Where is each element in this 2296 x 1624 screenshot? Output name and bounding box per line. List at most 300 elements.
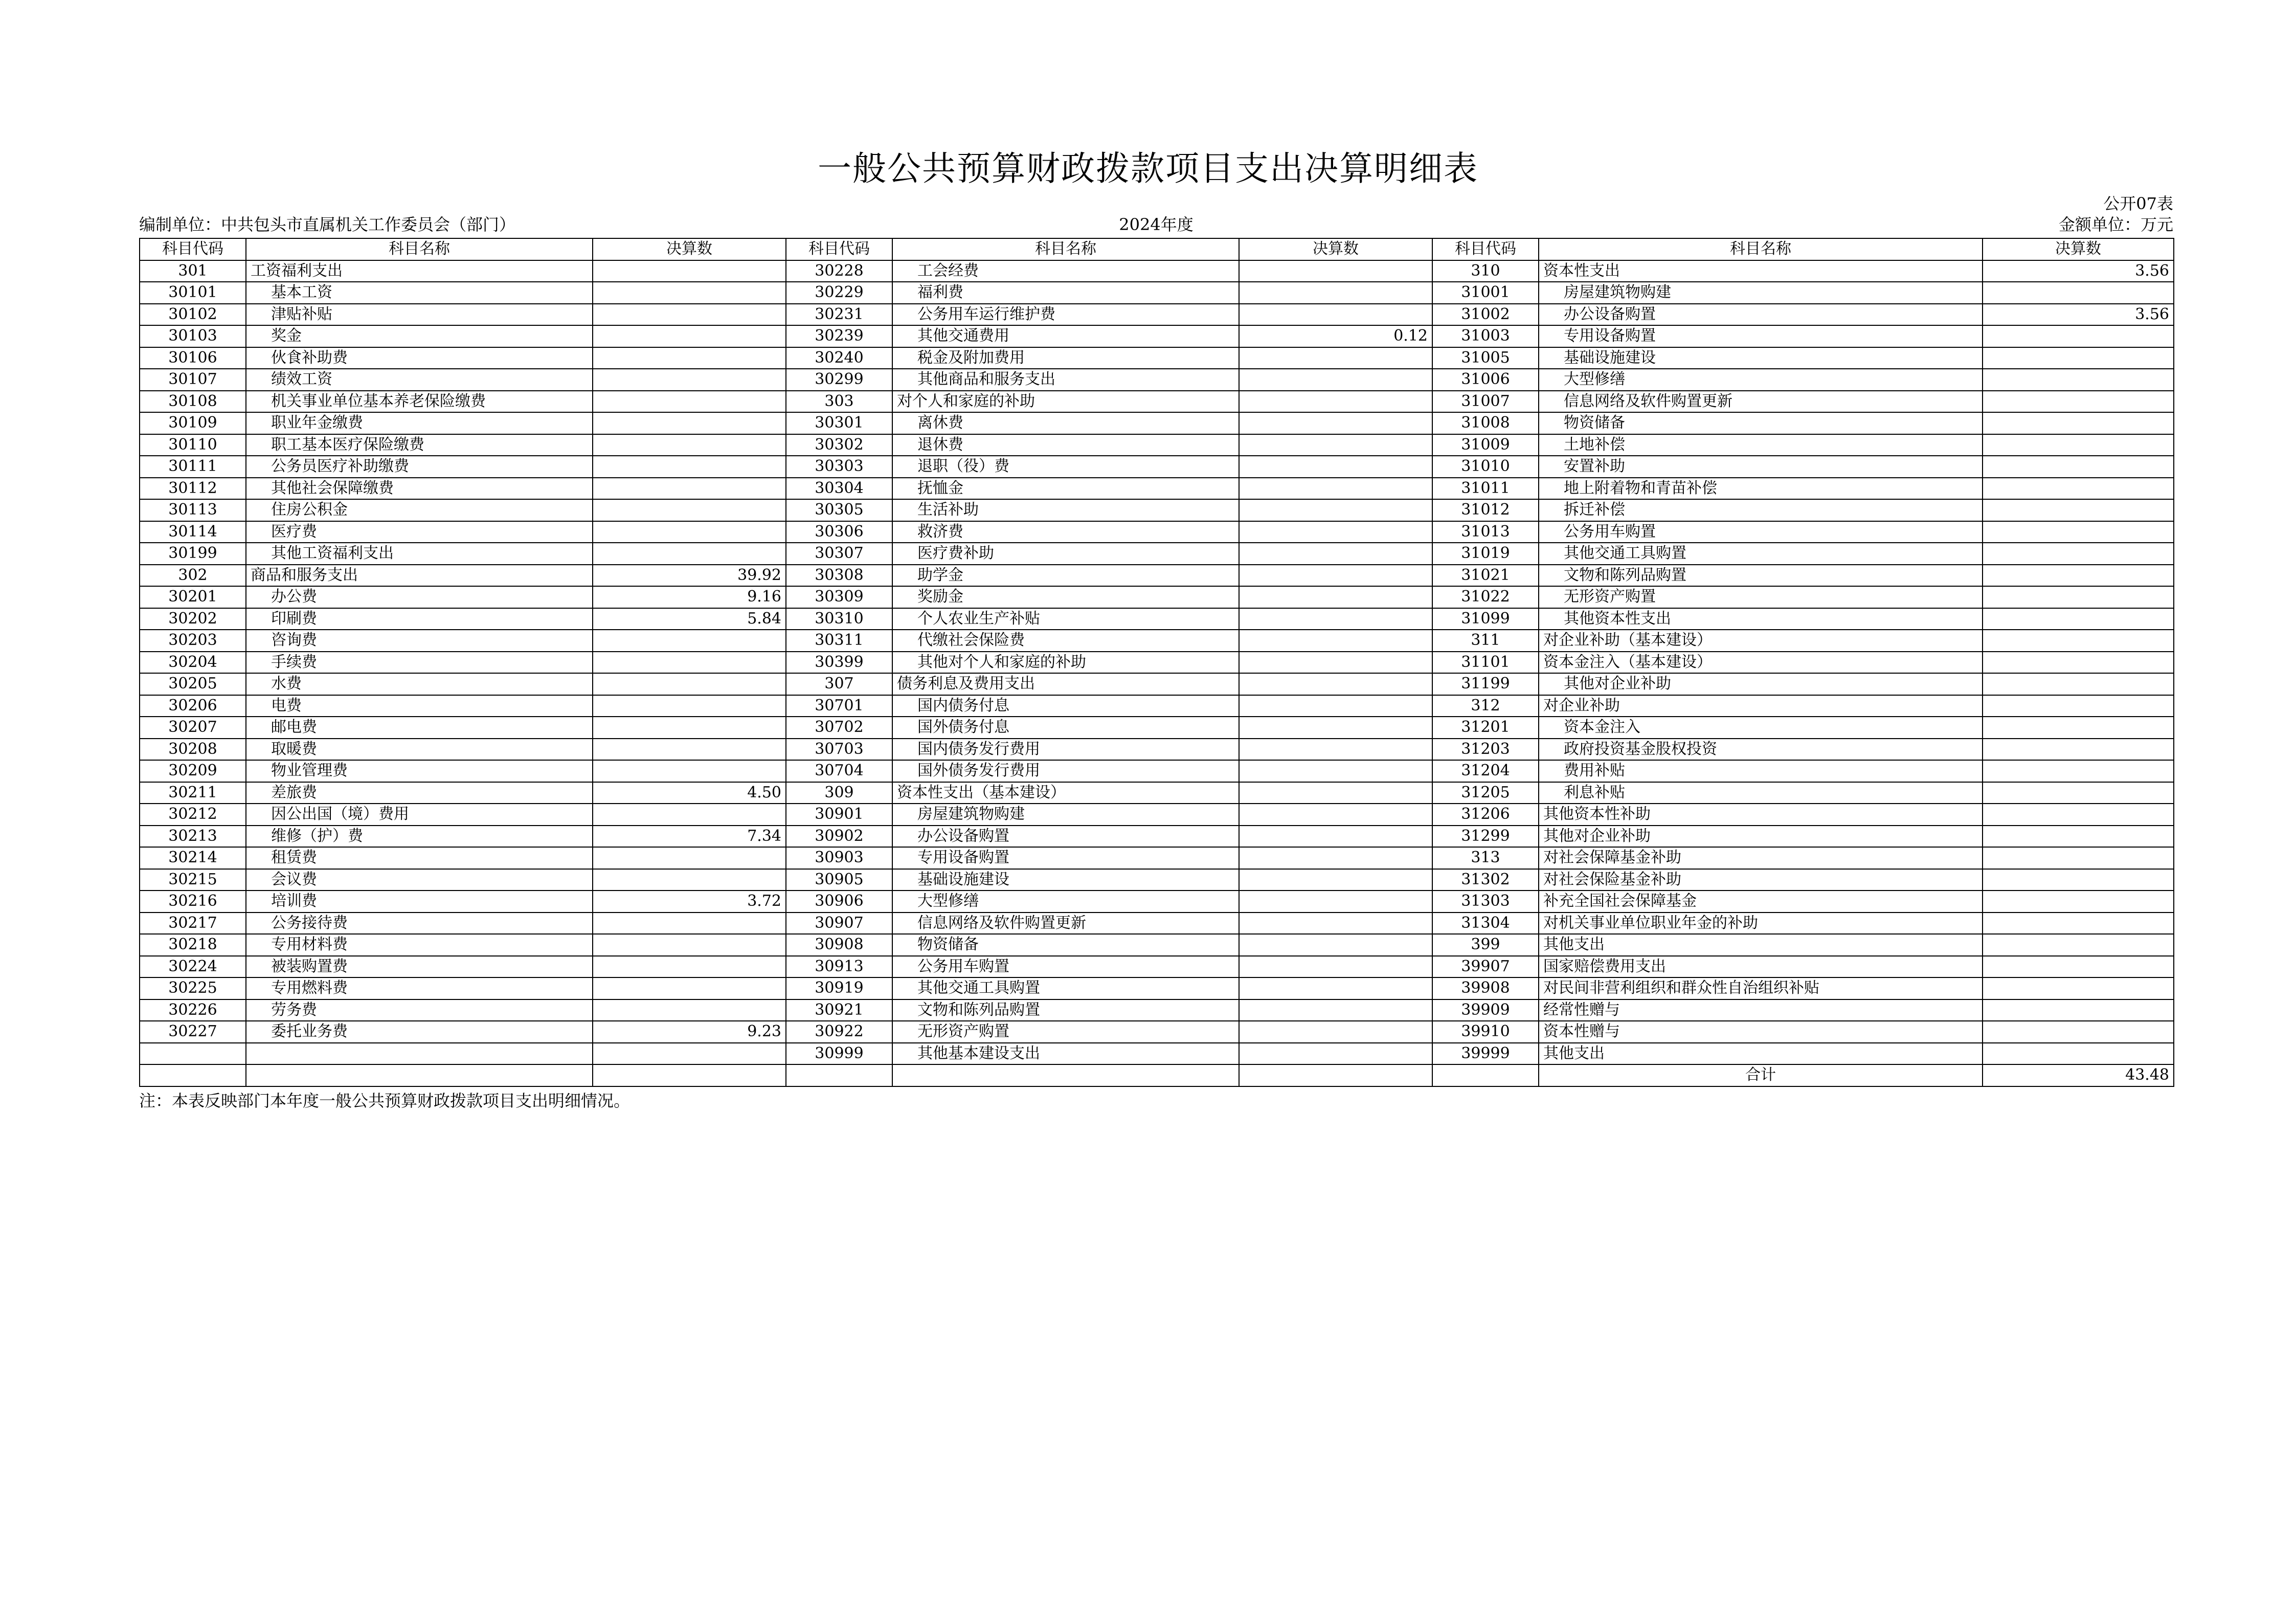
final-amount [1239,782,1432,804]
subject-name: 被装购置费 [246,956,593,978]
total-spacer [140,1064,246,1086]
final-amount [1983,521,2174,543]
subject-name: 租赁费 [246,847,593,869]
subject-name: 其他对个人和家庭的补助 [892,652,1239,674]
subject-name: 资本金注入（基本建设） [1539,652,1983,674]
subject-code: 31005 [1432,347,1539,369]
subject-code: 30114 [140,521,246,543]
subject-name: 国内债务发行费用 [892,739,1239,761]
subject-code: 30307 [786,543,892,565]
subject-name: 商品和服务支出 [246,565,593,587]
subject-code: 312 [1432,695,1539,717]
subject-name: 委托业务费 [246,1021,593,1043]
subject-name: 基础设施建设 [1539,347,1983,369]
final-amount [593,260,786,282]
subject-code: 31019 [1432,543,1539,565]
subject-name: 物资储备 [892,934,1239,956]
subject-code: 30303 [786,456,892,478]
subject-name: 对民间非营利组织和群众性自治组织补贴 [1539,977,1983,999]
final-amount [593,804,786,826]
final-amount: 4.50 [593,782,786,804]
subject-code: 30206 [140,695,246,717]
final-amount [593,434,786,456]
subject-name: 无形资产购置 [892,1021,1239,1043]
subject-code: 31013 [1432,521,1539,543]
final-amount [593,369,786,391]
final-amount [1239,869,1432,891]
subject-name: 生活补助 [892,499,1239,521]
subject-code: 311 [1432,630,1539,652]
final-amount [1983,347,2174,369]
subject-name: 拆迁补偿 [1539,499,1983,521]
subject-name: 其他交通工具购置 [1539,543,1983,565]
subject-code: 30213 [140,826,246,848]
subject-code: 30108 [140,391,246,413]
subject-code: 31003 [1432,325,1539,347]
total-row [140,1064,2174,1086]
final-amount [1239,673,1432,695]
subject-name: 医疗费 [246,521,593,543]
subject-name: 邮电费 [246,717,593,739]
subject-code: 313 [1432,847,1539,869]
subject-code: 31199 [1432,673,1539,695]
subject-name: 其他资本性补助 [1539,804,1983,826]
subject-code: 30224 [140,956,246,978]
subject-code: 30921 [786,999,892,1021]
subject-code: 307 [786,673,892,695]
subject-code: 30905 [786,869,892,891]
table-row [140,956,2174,978]
total-spacer [1239,1064,1432,1086]
subject-code: 30212 [140,804,246,826]
subject-code: 30240 [786,347,892,369]
table-row [140,847,2174,869]
subject-name: 其他工资福利支出 [246,543,593,565]
subject-code: 30703 [786,739,892,761]
final-amount [1239,956,1432,978]
subject-name: 代缴社会保险费 [892,630,1239,652]
subject-name: 机关事业单位基本养老保险缴费 [246,391,593,413]
reporting-unit: 编制单位：中共包头市直属机关工作委员会（部门） [139,215,516,234]
subject-name: 差旅费 [246,782,593,804]
fiscal-year: 2024年度 [1119,215,1194,234]
table-row [140,977,2174,999]
subject-code: 31010 [1432,456,1539,478]
subject-code: 30308 [786,565,892,587]
subject-name: 安置补助 [1539,456,1983,478]
subject-name: 无形资产购置 [1539,586,1983,608]
subject-code: 30211 [140,782,246,804]
final-amount: 5.84 [593,608,786,630]
form-number: 公开07表 [2103,194,2173,213]
final-amount [1983,760,2174,782]
subject-name: 基础设施建设 [892,869,1239,891]
total-spacer [892,1064,1239,1086]
expenditure-table [139,238,2174,1087]
subject-name: 绩效工资 [246,369,593,391]
table-row [140,891,2174,913]
subject-name: 公务接待费 [246,913,593,935]
subject-code: 30102 [140,304,246,326]
final-amount [593,652,786,674]
subject-name: 办公设备购置 [1539,304,1983,326]
table-row [140,412,2174,434]
final-amount: 9.23 [593,1021,786,1043]
subject-name: 伙食补助费 [246,347,593,369]
final-amount: 3.56 [1983,260,2174,282]
subject-name: 奖励金 [892,586,1239,608]
final-amount [1983,934,2174,956]
money-unit: 金额单位：万元 [2058,215,2173,234]
subject-code: 31011 [1432,478,1539,500]
subject-code: 30113 [140,499,246,521]
subject-code: 31099 [1432,608,1539,630]
subject-name: 其他社会保障缴费 [246,478,593,500]
subject-code: 30208 [140,739,246,761]
subject-code: 30214 [140,847,246,869]
subject-code: 30207 [140,717,246,739]
header-amount: 决算数 [1239,238,1432,260]
subject-code: 309 [786,782,892,804]
final-amount [1983,369,2174,391]
table-row [140,456,2174,478]
subject-name: 文物和陈列品购置 [1539,565,1983,587]
final-amount [1983,543,2174,565]
subject-code: 30106 [140,347,246,369]
final-amount [1983,956,2174,978]
final-amount [1239,977,1432,999]
subject-code: 30199 [140,543,246,565]
header-code: 科目代码 [1432,238,1539,260]
subject-code: 31304 [1432,913,1539,935]
subject-code: 31007 [1432,391,1539,413]
header-name: 科目名称 [892,238,1239,260]
final-amount [1983,826,2174,848]
subject-name: 地上附着物和青苗补偿 [1539,478,1983,500]
final-amount [1983,456,2174,478]
subject-code: 30906 [786,891,892,913]
subject-code: 39909 [1432,999,1539,1021]
table-row [140,565,2174,587]
subject-name: 房屋建筑物购建 [1539,282,1983,304]
final-amount [1239,1043,1432,1065]
subject-code: 310 [1432,260,1539,282]
subject-name: 福利费 [892,282,1239,304]
subject-name: 土地补偿 [1539,434,1983,456]
total-spacer [1432,1064,1539,1086]
total-label: 合计 [1539,1064,1983,1086]
final-amount [593,673,786,695]
table-row [140,521,2174,543]
subject-name: 印刷费 [246,608,593,630]
subject-name: 对机关事业单位职业年金的补助 [1539,913,1983,935]
final-amount [593,521,786,543]
final-amount [1239,913,1432,935]
final-amount [1239,804,1432,826]
subject-name: 专用燃料费 [246,977,593,999]
subject-name: 对社会保险基金补助 [1539,869,1983,891]
total-spacer [593,1064,786,1086]
subject-code: 30227 [140,1021,246,1043]
table-row [140,369,2174,391]
subject-name: 对企业补助 [1539,695,1983,717]
final-amount [1983,1021,2174,1043]
table-row [140,347,2174,369]
final-amount [1983,652,2174,674]
subject-code: 30202 [140,608,246,630]
final-amount [1239,499,1432,521]
final-amount [1239,456,1432,478]
table-row [140,434,2174,456]
subject-code: 31101 [1432,652,1539,674]
subject-name: 基本工资 [246,282,593,304]
subject-name: 大型修缮 [892,891,1239,913]
subject-code: 30216 [140,891,246,913]
subject-code: 30901 [786,804,892,826]
final-amount [593,847,786,869]
subject-name: 退职（役）费 [892,456,1239,478]
table-row [140,1021,2174,1043]
subject-name: 资本性赠与 [1539,1021,1983,1043]
subject-name: 大型修缮 [1539,369,1983,391]
final-amount [593,499,786,521]
subject-code: 31203 [1432,739,1539,761]
subject-code: 31302 [1432,869,1539,891]
subject-name: 其他商品和服务支出 [892,369,1239,391]
table-row [140,673,2174,695]
subject-name: 办公设备购置 [892,826,1239,848]
final-amount [1239,347,1432,369]
subject-code: 30204 [140,652,246,674]
final-amount [593,695,786,717]
final-amount [593,977,786,999]
final-amount [1239,478,1432,500]
final-amount: 0.12 [1239,325,1432,347]
final-amount [1983,630,2174,652]
subject-code: 31204 [1432,760,1539,782]
subject-code: 30228 [786,260,892,282]
table-row [140,717,2174,739]
subject-code: 30226 [140,999,246,1021]
final-amount [1239,369,1432,391]
subject-name: 离休费 [892,412,1239,434]
subject-name: 专用设备购置 [1539,325,1983,347]
header-name: 科目名称 [1539,238,1983,260]
final-amount [593,304,786,326]
subject-name: 咨询费 [246,630,593,652]
table-row [140,543,2174,565]
subject-name: 办公费 [246,586,593,608]
subject-code: 30217 [140,913,246,935]
subject-name: 资本性支出 [1539,260,1983,282]
subject-name: 税金及附加费用 [892,347,1239,369]
final-amount [1239,412,1432,434]
total-spacer [786,1064,892,1086]
final-amount [1983,847,2174,869]
subject-name: 房屋建筑物购建 [892,804,1239,826]
header-amount: 决算数 [593,238,786,260]
final-amount [593,717,786,739]
subject-name: 奖金 [246,325,593,347]
subject-code: 39907 [1432,956,1539,978]
subject-code: 30704 [786,760,892,782]
subject-name: 国外债务付息 [892,717,1239,739]
table-row [140,260,2174,282]
subject-name: 培训费 [246,891,593,913]
table-row [140,913,2174,935]
table-row [140,304,2174,326]
subject-code: 30201 [140,586,246,608]
subject-name: 医疗费补助 [892,543,1239,565]
subject-name: 其他基本建设支出 [892,1043,1239,1065]
final-amount [1239,826,1432,848]
subject-code: 30999 [786,1043,892,1065]
subject-name: 国内债务付息 [892,695,1239,717]
subject-code: 30107 [140,369,246,391]
subject-name: 经常性赠与 [1539,999,1983,1021]
subject-name: 因公出国（境）费用 [246,804,593,826]
subject-code: 30305 [786,499,892,521]
footnote: 注：本表反映部门本年度一般公共预算财政拨款项目支出明细情况。 [139,1091,631,1110]
final-amount [1983,782,2174,804]
subject-code: 30399 [786,652,892,674]
subject-name: 水费 [246,673,593,695]
final-amount [1239,760,1432,782]
final-amount [593,1043,786,1065]
subject-name: 会议费 [246,869,593,891]
subject-code: 399 [1432,934,1539,956]
subject-name: 国家赔偿费用支出 [1539,956,1983,978]
subject-code: 30111 [140,456,246,478]
table-row [140,1043,2174,1065]
table-row [140,630,2174,652]
subject-code: 30299 [786,369,892,391]
table-row [140,739,2174,761]
subject-code: 30702 [786,717,892,739]
subject-name: 资本性支出（基本建设） [892,782,1239,804]
final-amount [593,543,786,565]
final-amount [1239,434,1432,456]
total-spacer [246,1064,593,1086]
subject-name: 国外债务发行费用 [892,760,1239,782]
subject-name: 救济费 [892,521,1239,543]
header-name: 科目名称 [246,238,593,260]
table-row [140,869,2174,891]
subject-name: 政府投资基金股权投资 [1539,739,1983,761]
subject-code: 31205 [1432,782,1539,804]
table-row [140,325,2174,347]
subject-code: 30109 [140,412,246,434]
final-amount [1239,630,1432,652]
subject-name: 工资福利支出 [246,260,593,282]
table-row [140,608,2174,630]
final-amount [1239,521,1432,543]
subject-code: 31009 [1432,434,1539,456]
subject-code: 31001 [1432,282,1539,304]
final-amount [1983,999,2174,1021]
subject-name: 退休费 [892,434,1239,456]
subject-name: 对企业补助（基本建设） [1539,630,1983,652]
subject-name: 手续费 [246,652,593,674]
final-amount [593,282,786,304]
subject-code: 30239 [786,325,892,347]
subject-name: 费用补贴 [1539,760,1983,782]
final-amount [1983,325,2174,347]
final-amount [593,739,786,761]
subject-code: 30306 [786,521,892,543]
subject-name: 信息网络及软件购置更新 [1539,391,1983,413]
subject-name: 公务用车购置 [1539,521,1983,543]
subject-code: 30908 [786,934,892,956]
subject-code: 31002 [1432,304,1539,326]
subject-name: 个人农业生产补贴 [892,608,1239,630]
subject-name: 工会经费 [892,260,1239,282]
final-amount [1983,412,2174,434]
subject-name: 利息补贴 [1539,782,1983,804]
subject-code: 30919 [786,977,892,999]
final-amount [1983,804,2174,826]
final-amount [593,456,786,478]
final-amount [1239,739,1432,761]
table-row [140,934,2174,956]
header-code: 科目代码 [140,238,246,260]
subject-name: 其他对企业补助 [1539,826,1983,848]
final-amount [593,325,786,347]
subject-code: 31303 [1432,891,1539,913]
subject-code: 30913 [786,956,892,978]
subject-name [246,1043,593,1065]
table-row [140,282,2174,304]
final-amount: 3.56 [1983,304,2174,326]
final-amount [1983,869,2174,891]
final-amount: 7.34 [593,826,786,848]
subject-code: 30203 [140,630,246,652]
subject-name: 其他交通费用 [892,325,1239,347]
subject-name: 助学金 [892,565,1239,587]
final-amount [1239,847,1432,869]
final-amount [1239,282,1432,304]
subject-code: 30311 [786,630,892,652]
table-row [140,695,2174,717]
subject-code: 30701 [786,695,892,717]
subject-name: 对个人和家庭的补助 [892,391,1239,413]
subject-code: 31022 [1432,586,1539,608]
subject-name: 取暖费 [246,739,593,761]
final-amount [1239,891,1432,913]
table-row [140,804,2174,826]
subject-code: 31299 [1432,826,1539,848]
final-amount [1239,717,1432,739]
final-amount [593,391,786,413]
subject-name: 维修（护）费 [246,826,593,848]
subject-code: 30907 [786,913,892,935]
subject-code: 30110 [140,434,246,456]
subject-code [140,1043,246,1065]
subject-name: 专用设备购置 [892,847,1239,869]
subject-code: 39999 [1432,1043,1539,1065]
table-row [140,652,2174,674]
subject-code: 30902 [786,826,892,848]
subject-code: 30302 [786,434,892,456]
final-amount [1239,565,1432,587]
final-amount [1983,891,2174,913]
final-amount [593,956,786,978]
subject-code: 30215 [140,869,246,891]
subject-code: 301 [140,260,246,282]
subject-name: 公务用车购置 [892,956,1239,978]
subject-code: 31206 [1432,804,1539,826]
subject-code: 30229 [786,282,892,304]
